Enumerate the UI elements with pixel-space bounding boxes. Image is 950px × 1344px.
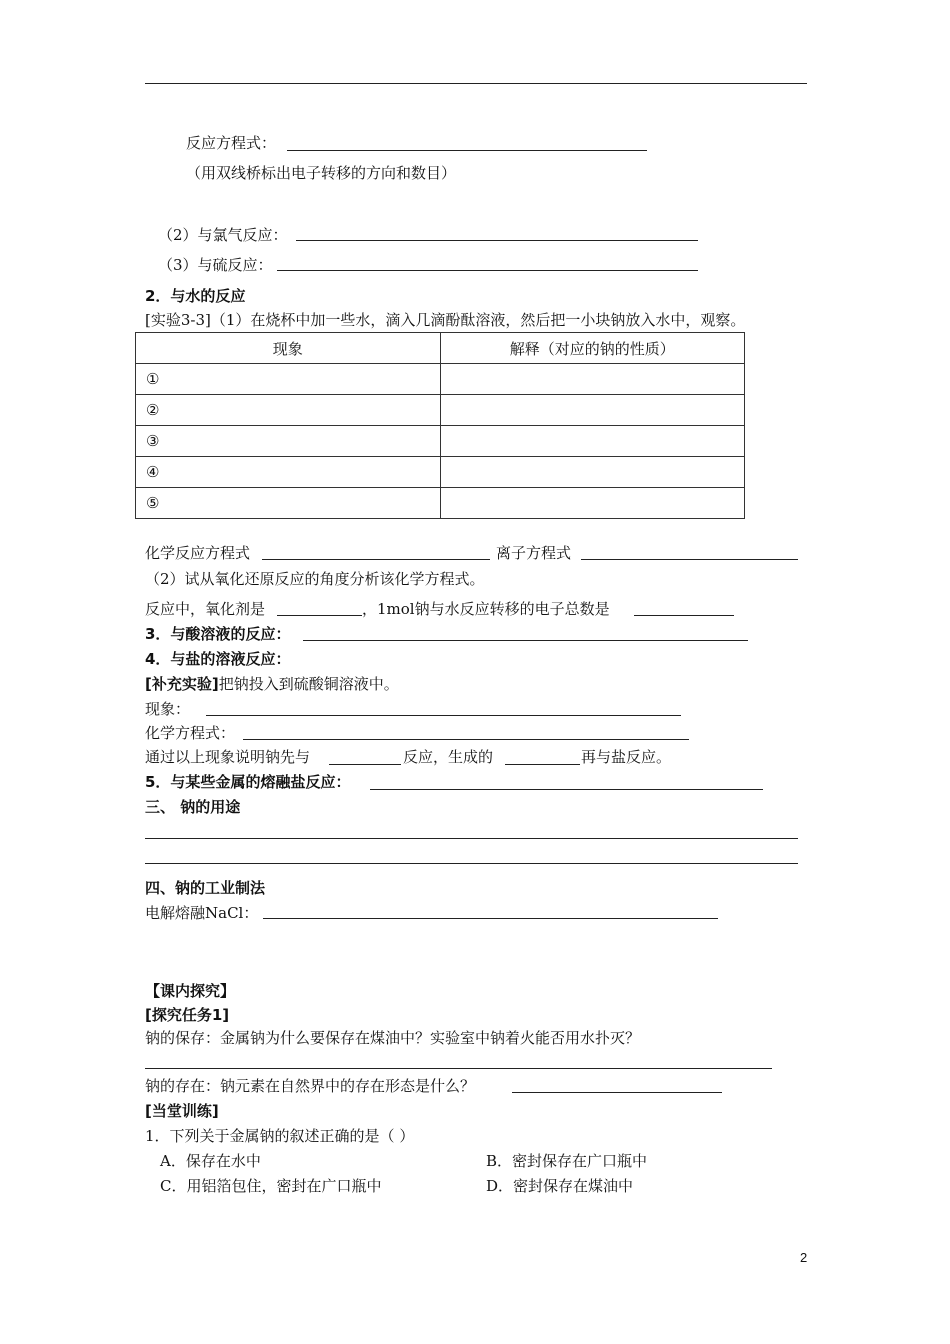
answer-cell[interactable] (440, 364, 745, 395)
table-row (136, 395, 745, 426)
storage-question: 钠的保存：金属钠为什么要保存在煤油中？实验室中钠着火能否用水扑灭？ (145, 1029, 641, 1047)
equation-note: （用双线桥标出电子转移的方向和数目） (186, 164, 457, 182)
question-1: 1．下列关于金属钠的叙述正确的是（ ） (145, 1127, 415, 1145)
equation-label: 反应方程式： (186, 134, 277, 152)
sulfur-label: （3）与硫反应： (158, 256, 273, 274)
uses-blank-1[interactable] (145, 838, 798, 839)
table-header-phenomenon: 现象 (136, 333, 441, 364)
chem-eq-label: 化学反应方程式 (145, 544, 251, 562)
row-marker: ⑤ (136, 488, 441, 519)
option-b[interactable]: B．密封保存在广口瓶中 (486, 1152, 648, 1170)
conclusion-part-c: 再与盐反应。 (581, 748, 672, 766)
electrons-blank[interactable] (634, 615, 734, 616)
conclusion-part-b: 反应，生成的 (403, 748, 494, 766)
row-marker: ③ (136, 426, 441, 457)
answer-cell[interactable] (440, 426, 745, 457)
chem-formula-label: 化学方程式： (145, 724, 236, 742)
chem-eq-blank[interactable] (262, 559, 490, 560)
row-marker: ② (136, 395, 441, 426)
uses-heading: 三、 钠的用途 (145, 798, 241, 816)
molten-blank[interactable] (370, 789, 763, 790)
observation-table (135, 332, 745, 519)
answer-cell[interactable] (440, 457, 745, 488)
equation-blank[interactable] (287, 150, 647, 151)
table-row (136, 364, 745, 395)
supplement-text: 把钠投入到硫酸铜溶液中。 (218, 675, 399, 693)
existence-blank[interactable] (512, 1092, 722, 1093)
table-header-explanation: 解释（对应的钠的性质） (440, 333, 745, 364)
supplement-tag: [补充实验] (145, 675, 219, 693)
answer-cell[interactable] (440, 488, 745, 519)
task-heading: [探究任务1] (145, 1006, 230, 1024)
electrolysis-label: 电解熔融NaCl： (145, 904, 259, 922)
table-row (136, 488, 745, 519)
option-c[interactable]: C．用铝箔包住，密封在广口瓶中 (160, 1177, 382, 1195)
existence-question: 钠的存在：钠元素在自然界中的存在形态是什么？ (145, 1077, 476, 1095)
section-acid-heading: 3．与酸溶液的反应： (145, 625, 291, 643)
supplement-experiment (145, 674, 399, 694)
chlorine-blank[interactable] (296, 240, 698, 241)
conclusion-blank-2[interactable] (505, 764, 580, 765)
table-row (136, 457, 745, 488)
experiment-text: [实验3-3]（1）在烧杯中加一些水，滴入几滴酚酞溶液，然后把一小块钠放入水中，观察。 (145, 311, 746, 329)
section-water-heading: 2．与水的反应 (145, 287, 246, 305)
oxidant-label: 反应中，氧化剂是 (145, 600, 266, 618)
phenomenon-label: 现象： (145, 700, 191, 718)
answer-cell[interactable] (440, 395, 745, 426)
option-d[interactable]: D．密封保存在煤油中 (486, 1177, 634, 1195)
phenomenon-blank[interactable] (206, 715, 681, 716)
redox-question: （2）试从氧化还原反应的角度分析该化学方程式。 (145, 570, 485, 588)
uses-blank-2[interactable] (145, 863, 798, 864)
header-rule (145, 83, 807, 84)
chem-formula-blank[interactable] (243, 739, 689, 740)
section-molten-heading: 5．与某些金属的熔融盐反应： (145, 773, 351, 791)
electrons-label: ，1mol钠与水反应转移的电子总数是 (362, 600, 610, 618)
production-heading: 四、钠的工业制法 (145, 879, 266, 897)
section-salt-heading: 4．与盐的溶液反应： (145, 650, 291, 668)
page-number: 2 (800, 1250, 808, 1265)
practice-heading: [当堂训练] (145, 1102, 219, 1120)
ion-eq-label: 离子方程式 (496, 544, 572, 562)
conclusion-part-a: 通过以上现象说明钠先与 (145, 748, 311, 766)
oxidant-blank[interactable] (277, 615, 362, 616)
sulfur-blank[interactable] (277, 270, 698, 271)
row-marker: ④ (136, 457, 441, 488)
option-a[interactable]: A．保存在水中 (160, 1152, 261, 1170)
storage-blank[interactable] (145, 1068, 772, 1069)
explore-heading: 【课内探究】 (145, 982, 236, 1000)
row-marker: ① (136, 364, 441, 395)
chlorine-label: （2）与氯气反应： (158, 226, 288, 244)
conclusion-blank-1[interactable] (329, 764, 401, 765)
table-row (136, 426, 745, 457)
ion-eq-blank[interactable] (581, 559, 798, 560)
electrolysis-blank[interactable] (263, 918, 718, 919)
acid-blank[interactable] (303, 640, 748, 641)
